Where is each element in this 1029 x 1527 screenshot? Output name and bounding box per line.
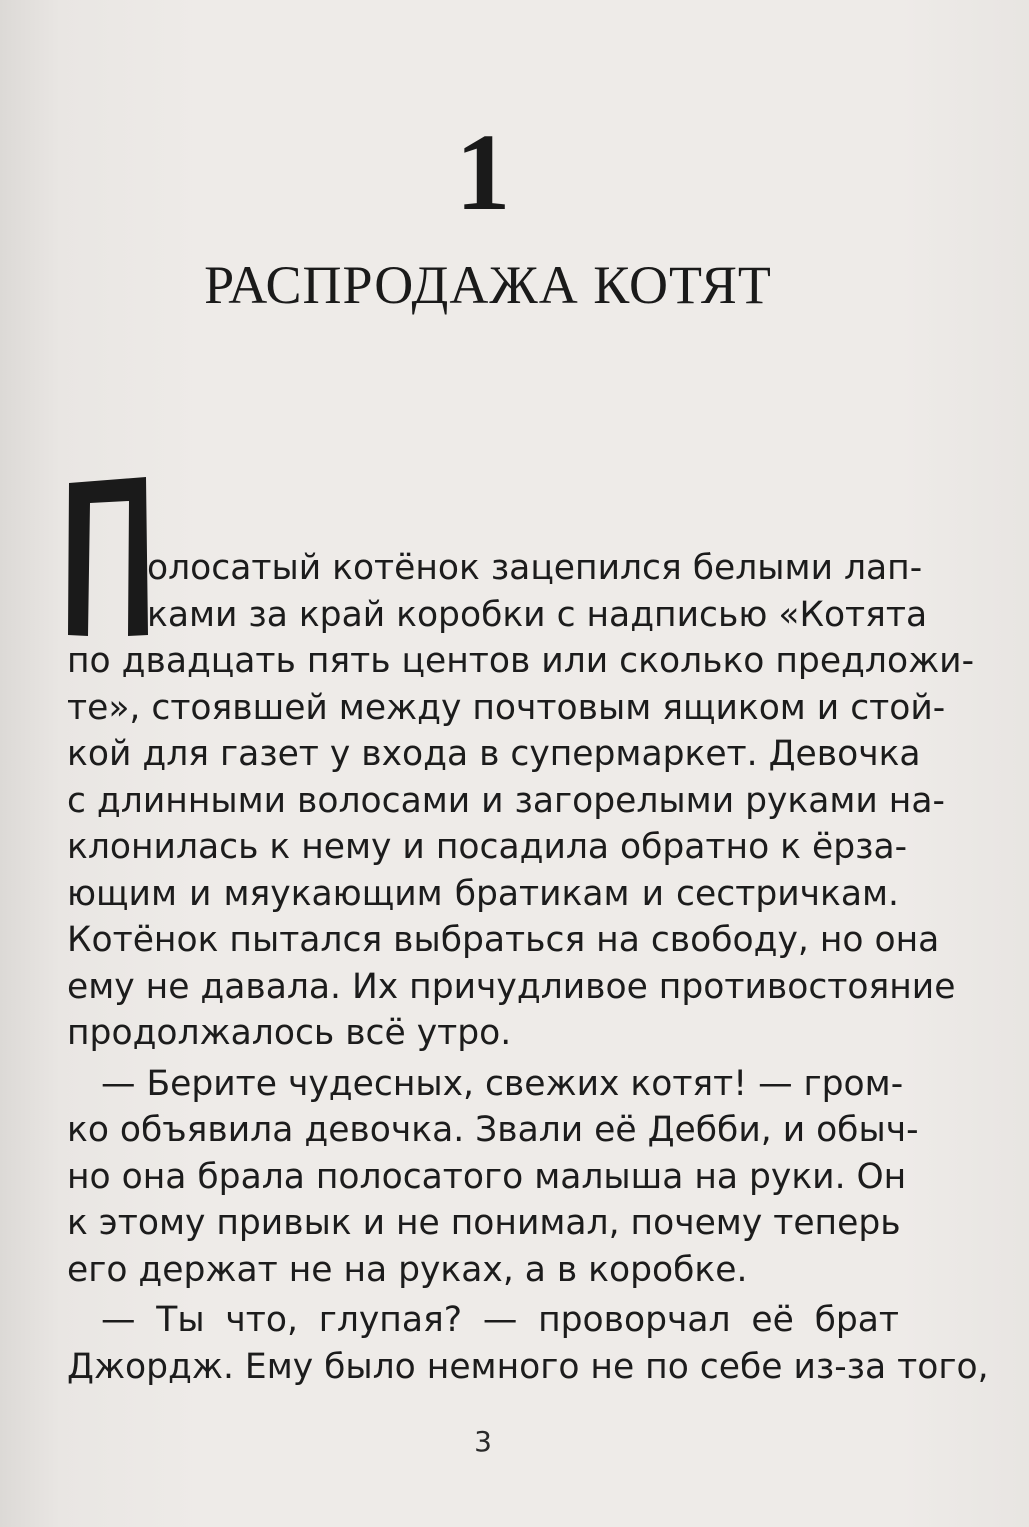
page-number: 3 — [474, 1425, 492, 1458]
text-line: — Берите чудесных, свежих котят! — гром- — [101, 1063, 904, 1104]
text-line: те», стоявшей между почтовым ящиком и стой- — [67, 687, 946, 728]
text-line: но она брала полосатого малыша на руки. Он — [67, 1156, 907, 1197]
text-line: — Ты что, глупая? — проворчал её брат — [101, 1300, 899, 1340]
chapter-title: РАСПРОДАЖА КОТЯТ — [204, 255, 772, 315]
text-line: ющим и мяукающим братикам и сестричкам. — [67, 873, 899, 914]
text-line: кой для газет у входа в супермаркет. Девочка — [67, 734, 921, 774]
text-line: олосатый котёнок зацепился белыми лап- — [147, 548, 923, 588]
text-line: ко объявила девочка. Звали её Дебби, и обыч- — [67, 1110, 919, 1150]
text-line: ками за край коробки с надписью «Котята — [147, 594, 928, 635]
text-line: Котёнок пытался выбраться на свободу, но она — [67, 920, 940, 960]
text-line: продолжалось всё утро. — [67, 1013, 512, 1053]
text-line: его держат не на руках, а в коробке. — [67, 1249, 748, 1290]
text-line: по двадцать пять центов или сколько предложи- — [67, 641, 975, 681]
text-line: клонилась к нему и посадила обратно к ёрза- — [67, 827, 908, 867]
text-line: Джордж. Ему было немного не по себе из-за того, — [67, 1346, 989, 1387]
text-line: к этому привык и не понимал, почему теперь — [67, 1203, 901, 1243]
text-line: с длинными волосами и загорелыми руками на- — [67, 780, 945, 821]
chapter-number: 1 — [455, 111, 511, 233]
body-text — [67, 545, 989, 1390]
text-line: ему не давала. Их причудливое противостояние — [67, 966, 956, 1007]
